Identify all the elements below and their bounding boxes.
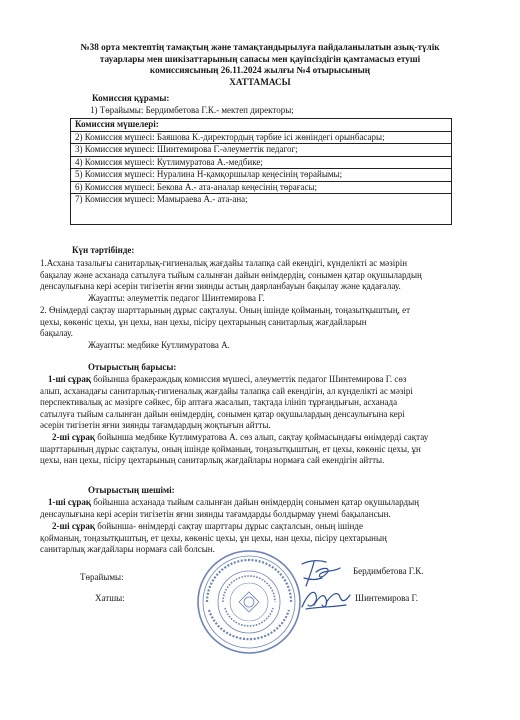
decision-q2-first-line bbox=[40, 521, 387, 533]
decision-q2-text: бойынша- өнімдерді сақтау шарттары дұрыс сақталсын, оның ішінде bbox=[95, 521, 363, 531]
agenda-item-2-responsible: Жауапты: медбике Кутлимуратова А. bbox=[88, 340, 230, 350]
agenda-item-2-line: цехы, көкөніс цехы, ұн цехы, нан цехы, пісіру цехтарының санитарлық жағдайларын bbox=[40, 316, 367, 327]
decision-q1-text: бойынша асханада тыйым салынған дайын өнімдердің сонымен қатар оқушылардың bbox=[91, 497, 419, 507]
members-table bbox=[70, 118, 452, 225]
decision-q1 bbox=[40, 497, 419, 520]
proceedings-q1 bbox=[40, 374, 413, 432]
decision-q1-line: денсаулығына кері әсерін тигізетін яғни зиянды тағамдарды болдырмау үнемі бақылансын. bbox=[40, 508, 391, 519]
member-row: 3) Комиссия мүшесі: Шинтемирова Г.-әлеуметтік педагог; bbox=[71, 144, 451, 157]
decision-q2-label: 2-ші сұрақ bbox=[52, 521, 96, 531]
proceedings-q1-line: перспективалық ас мәзірге сәйкес, бір аптаға жасалып, тақтада ілініп тұрғандығын, асханада bbox=[40, 397, 398, 408]
proceedings-q2 bbox=[40, 432, 428, 467]
agenda-heading: Күн тәртібінде: bbox=[72, 245, 135, 255]
commission-chair: 1) Төрайымы: Бердимбетова Г.К.- мектеп директоры; bbox=[90, 105, 294, 115]
member-row: 7) Комиссия мүшесі: Мамыраева А.- ата-ана; bbox=[75, 194, 248, 204]
decision-q2-line: санитарлық жағдайлары нормаға сай болсын. bbox=[40, 544, 215, 555]
proceedings-q1-line: сатылуға тыйым салынған дайын өнімдердің, сонымен қатар оқушылардың денсаулығына кері bbox=[40, 408, 405, 419]
member-row: 4) Комиссия мүшесі: Кутлимуратова А.-медбике; bbox=[71, 157, 451, 170]
official-stamp-icon bbox=[195, 548, 303, 656]
title-line-3: комиссиясының 26.11.2024 жылғы №4 отырысының bbox=[149, 65, 371, 75]
agenda-item-1-line: 1.Асхана тазалығы санитарлық-гигиеналық жағдайы талапқа сай екендігі, күнделікті ас мәзірін bbox=[40, 258, 408, 268]
proceedings-q1-first-line bbox=[40, 374, 413, 386]
title-line-1: №38 орта мектептің тамақтың және тамақтандырылуға пайдаланылатын азық-түлік bbox=[80, 42, 440, 52]
decision-q1-label: 1-ші сұрақ bbox=[48, 497, 92, 507]
proceedings-q2-text: бойынша медбике Кутлимуратова А. сөз алып, сақтау қоймасындағы өнімдерді сақтау bbox=[95, 432, 429, 442]
chair-name: Бердимбетова Г.К. bbox=[353, 566, 424, 576]
commission-heading: Комиссия құрамы: bbox=[92, 93, 170, 103]
proceedings-q2-label: 2-ші сұрақ bbox=[52, 432, 96, 442]
proceedings-q2-line: цехы, нан цехы, пісіру цехтарының санитарлық жағдайлары нормаға сай екендігін айтты. bbox=[40, 455, 385, 466]
agenda-item-2 bbox=[40, 305, 410, 340]
proceedings-q1-line: алып, асханадағы санитарлық-гигиеналық жағдайы талапқа сай екендігін, ал күнделікті ас мәзірі bbox=[40, 385, 413, 396]
proceedings-q2-line: шарттарының дұрыс сақталуы, оның ішінде қойманың, тоңазытқыштың, ет цехы, көкөніс цехы, ұн bbox=[40, 443, 421, 454]
secretary-name: Шинтемирова Г. bbox=[355, 593, 418, 603]
agenda-item-2-line: 2. Өнімдерді сақтау шарттарының дұрыс сақталуы. Оның ішінде қойманың, тоңазытқыштың, ет bbox=[40, 305, 411, 315]
members-heading: Комиссия мүшелері: bbox=[71, 119, 451, 132]
decision-q2-line: қойманың, тоңазытқыштың, ет цехы, көкөніс цехы, ұн цехы, нан цехы, пісіру цехтарының bbox=[40, 532, 387, 543]
proceedings-q2-first-line bbox=[40, 432, 428, 444]
secretary-signature-label: Хатшы: bbox=[95, 593, 125, 603]
member-row: 5) Комиссия мүшесі: Нуралина Н-қамқоршылар кеңесінің төрайымы; bbox=[71, 169, 451, 182]
proceedings-q1-text: бойынша бракераждық комиссия мүшесі, әлеуметтік педагог Шинтемирова Г. сөз bbox=[91, 374, 407, 384]
agenda-item-1-line: бақылау және асханада сатылуға тыйым салынған дайын өнімдердің, сонымен қатар оқушылардың bbox=[40, 269, 422, 280]
title-line-4: ХАТТАМАСЫ bbox=[229, 76, 291, 87]
title-line-2: тауарлары мен шикізаттарының сапасы мен қауіпсіздігін қамтамасыз етуші bbox=[99, 53, 421, 64]
proceedings-q1-label: 1-ші сұрақ bbox=[48, 374, 92, 384]
decision-heading: Отырыстың шешімі: bbox=[88, 485, 175, 495]
agenda-item-1 bbox=[40, 258, 422, 293]
document-title bbox=[40, 42, 480, 88]
agenda-item-1-line: денсаулығына кері әсерін тигізетін яғни зиянды астың даярланбауын бақылау және қадағалау. bbox=[40, 281, 401, 292]
secretary-handwritten-signature-icon bbox=[298, 585, 354, 613]
proceedings-heading: Отырыстың барысы: bbox=[88, 362, 177, 372]
proceedings-q1-line: әсерін тигізетін яғни зиянды тағамдардың жоқтығын айтты. bbox=[40, 420, 271, 431]
chair-signature-label: Төрайымы: bbox=[80, 572, 124, 582]
decision-q1-first-line bbox=[40, 497, 419, 509]
member-row: 6) Комиссия мүшесі: Бекова А.- ата-аналар кеңесінің төрағасы; bbox=[71, 182, 451, 195]
agenda-item-1-responsible: Жауапты: әлеуметтік педагог Шинтемирова Г. bbox=[88, 293, 265, 303]
member-row: 2) Комиссия мүшесі: Баяшова К.-директордың тәрбие ісі жөніндегі орынбасары; bbox=[71, 132, 451, 145]
agenda-item-2-line: бақылау. bbox=[40, 328, 73, 339]
